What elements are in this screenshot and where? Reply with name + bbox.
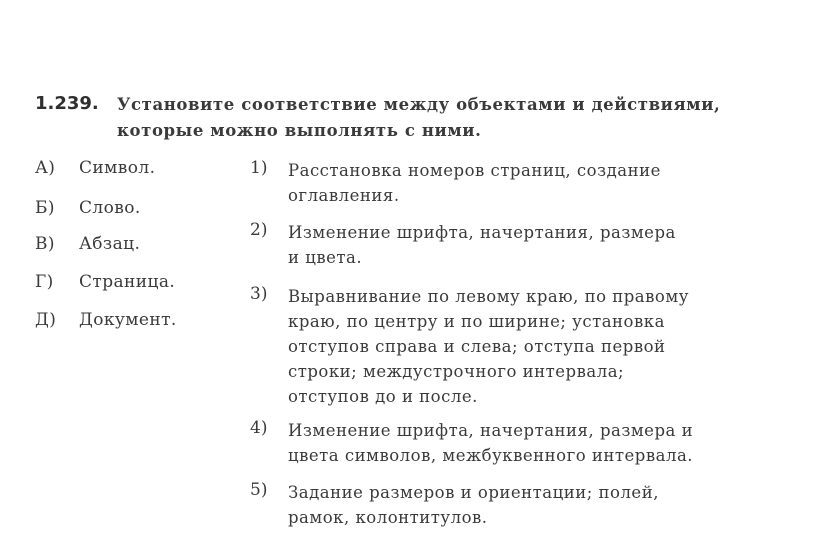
- action-line: цвета символов, межбуквенного интервала.: [288, 446, 694, 465]
- action-line: Выравнивание по левому краю, по правому: [288, 287, 689, 306]
- task-instruction-line-1: Установите соответствие между объектами и действиями,: [117, 95, 721, 114]
- object-label: Слово.: [79, 198, 141, 218]
- object-item-g: [35, 272, 175, 292]
- object-letter: Б): [35, 198, 55, 218]
- object-item-b: [35, 198, 141, 218]
- action-line: оглавления.: [288, 186, 400, 205]
- object-item-v: [35, 234, 140, 254]
- object-label: Абзац.: [79, 234, 141, 254]
- action-line: отступов справа и слева; отступа первой: [288, 337, 666, 356]
- task-number: 1.239.: [35, 93, 99, 114]
- object-letter: Д): [35, 310, 57, 330]
- action-number: 2): [250, 220, 268, 240]
- action-line: Изменение шрифта, начертания, размера и: [288, 421, 694, 440]
- action-text: [288, 158, 808, 208]
- action-text: [288, 418, 808, 468]
- action-line: краю, по центру и по ширине; установка: [288, 312, 665, 331]
- action-line: Задание размеров и ориентации; полей,: [288, 483, 659, 502]
- action-line: Изменение шрифта, начертания, размера: [288, 223, 676, 242]
- action-line: строки; междустрочного интервала;: [288, 362, 625, 381]
- object-label: Страница.: [79, 272, 176, 292]
- action-number: 5): [250, 480, 268, 500]
- action-line: отступов до и после.: [288, 387, 478, 406]
- action-number: 3): [250, 284, 268, 304]
- object-letter: Г): [35, 272, 54, 292]
- action-text: [288, 284, 808, 409]
- object-item-a: [35, 158, 155, 178]
- action-number: 1): [250, 158, 268, 178]
- action-line: рамок, колонтитулов.: [288, 508, 488, 527]
- action-text: [288, 480, 808, 530]
- action-number: 4): [250, 418, 268, 438]
- action-text: [288, 220, 808, 270]
- object-label: Документ.: [79, 310, 177, 330]
- task-instruction-line-2: которые можно выполнять с ними.: [117, 121, 482, 140]
- object-letter: А): [35, 158, 56, 178]
- object-letter: В): [35, 234, 55, 254]
- action-line: и цвета.: [288, 248, 363, 267]
- object-label: Символ.: [79, 158, 156, 178]
- object-item-d: [35, 310, 177, 330]
- action-line: Расстановка номеров страниц, создание: [288, 161, 661, 180]
